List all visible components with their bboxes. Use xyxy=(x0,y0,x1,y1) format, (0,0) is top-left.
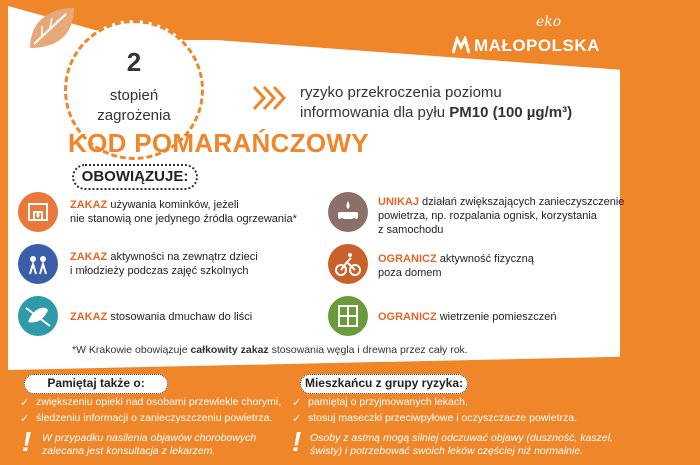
rule-text: poza domem xyxy=(378,267,442,279)
rule-text: z samochodu xyxy=(378,224,444,236)
rule-text: i młodzieży podczas zajęć szkolnych xyxy=(70,265,249,277)
danger-level-label-1: stopień xyxy=(109,87,159,104)
check-icon: ✓ xyxy=(292,397,302,409)
rule-fireplace xyxy=(70,198,297,226)
brand-eko: eko xyxy=(536,14,562,30)
leaf-blower-icon xyxy=(18,296,58,336)
rule-limit-activity xyxy=(378,252,534,280)
rule-avoid-pollution xyxy=(378,195,624,237)
car-fire-icon xyxy=(328,192,368,232)
brand-name: MAŁOPOLSKA xyxy=(474,36,600,55)
footnote-bold: całkowity zakaz xyxy=(190,344,269,356)
risk-group-warning-line: Osoby z astmą mogą silniej odczuwać objawy (duszność, kaszel, xyxy=(310,432,613,444)
rule-text: stosowania dmuchaw do liści xyxy=(107,311,253,323)
footnote-suffix: stosowania węgla i drewna przez cały rok. xyxy=(268,344,468,356)
rule-keyword: ZAKAZ xyxy=(70,311,108,323)
risk-group-item: stosuj maseczki przeciwpyłowe i oczyszczacze powietrza. xyxy=(308,412,578,424)
brand-mark-icon xyxy=(452,36,470,54)
risk-group-item: pamiętaj o przyjmowanych lekach, xyxy=(308,396,468,408)
risk-text-pm10: PM10 (100 µg/m³) xyxy=(449,104,573,121)
check-icon: ✓ xyxy=(292,413,302,425)
remember-item: śledzeniu informacji o zanieczyszczeniu powietrza. xyxy=(36,412,273,424)
check-icon: ✓ xyxy=(20,413,30,425)
remember-label: Pamiętaj także o: xyxy=(24,374,168,394)
risk-group-warning-line: świsty) i potrzebować swoich leków częściej niż normalnie. xyxy=(310,445,584,457)
footnote-prefix: *W Krakowie obowiązuje xyxy=(72,344,191,356)
check-icon: ✓ xyxy=(20,397,30,409)
rule-leaf-blower xyxy=(70,310,252,324)
rule-text: aktywności na zewnątrz dzieci xyxy=(107,251,258,263)
fireplace-icon xyxy=(18,192,58,232)
rule-limit-ventilation xyxy=(378,310,557,324)
risk-text-line-2 xyxy=(300,104,572,121)
brand-logo xyxy=(452,14,612,64)
rule-text: używania kominków, jeżeli xyxy=(107,199,239,211)
children-icon xyxy=(18,244,58,284)
risk-group-warning xyxy=(310,432,650,458)
chevrons-icon xyxy=(252,84,292,112)
risk-text-prefix: informowania dla pyłu xyxy=(300,104,450,121)
page-title: KOD POMARAŃCZOWY xyxy=(68,128,369,158)
rule-keyword: UNIKAJ xyxy=(378,196,419,208)
remember-warning-line: W przypadku nasilenia objawów chorobowych xyxy=(42,432,257,444)
risk-text-line-1: ryzyko przekroczenia poziomu xyxy=(300,84,502,101)
remember-warning-line: zalecana jest konsultacja z lekarzem. xyxy=(42,445,216,457)
danger-level-label-2: zagrożenia xyxy=(97,107,171,124)
rule-keyword: OGRANICZ xyxy=(378,311,437,323)
rule-text: działań zwiększających zanieczyszczenie xyxy=(418,196,625,208)
leaf-icon xyxy=(26,4,78,52)
danger-level-number: 2 xyxy=(126,47,142,77)
obligations-label: OBOWIĄZUJE: xyxy=(72,164,198,190)
rule-text: wietrzenie pomieszczeń xyxy=(436,311,557,323)
exclamation-icon: ! xyxy=(22,426,32,457)
remember-item: zwiększeniu opieki nad osobami przewlekle chorymi, xyxy=(36,396,282,408)
rule-text: aktywność fizyczną xyxy=(436,253,534,265)
footnote xyxy=(72,344,468,356)
cyclist-icon xyxy=(328,244,368,284)
rule-keyword: OGRANICZ xyxy=(378,253,437,265)
rule-text: nie stanowią one jedynego źródła ogrzewania* xyxy=(70,213,297,225)
rule-text: powietrza, np. rozpalania ognisk, korzystania xyxy=(378,210,597,222)
remember-warning xyxy=(42,432,256,458)
rule-children xyxy=(70,250,258,278)
rule-keyword: ZAKAZ xyxy=(70,251,108,263)
rule-keyword: ZAKAZ xyxy=(70,199,108,211)
exclamation-icon: ! xyxy=(292,426,302,457)
risk-group-label: Mieszkańcu z grupy ryzyka: xyxy=(300,374,468,394)
window-icon xyxy=(328,296,368,336)
